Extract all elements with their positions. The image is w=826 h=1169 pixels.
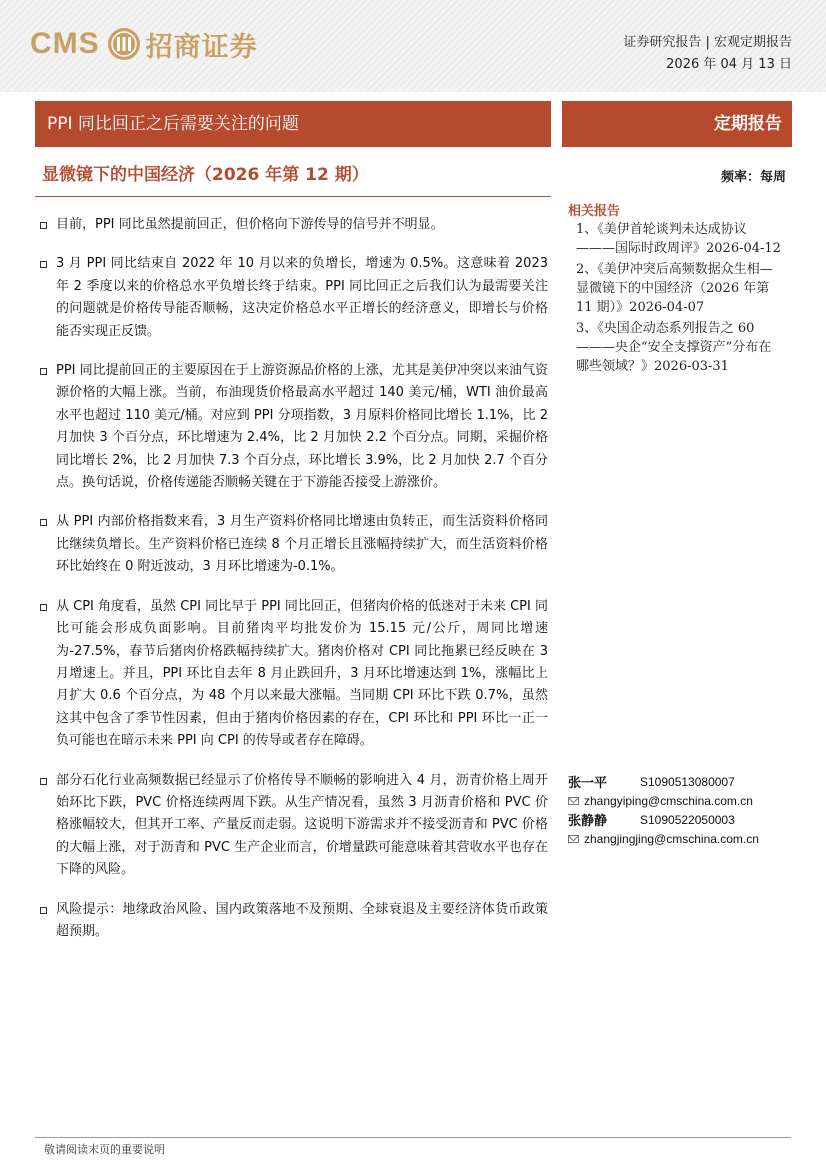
bullet-paragraph	[40, 770, 548, 882]
related-reports-list	[576, 220, 782, 378]
bullet-text: 部分石化行业高频数据已经显示了价格传导不顺畅的影响进入 4 月，沥青价格上周开始环比下跌，PVC 价格连续两周下跌。从生产情况看，虽然 3 月沥青价格和 PVC 价格涨幅较大，但其开工率、产量反而走弱。这说明下游需求并不接受沥青和 PVC 价格的大幅上涨，对于沥青和 PVC 生产企业而言，价增量跌可能意味着其营收水平也存在下降的风险。	[56, 772, 548, 878]
bullet-paragraph	[40, 360, 548, 494]
report-category: 证券研究报告 | 宏观定期报告	[623, 35, 792, 50]
analyst-email-row[interactable]	[568, 791, 788, 810]
bullet-square-icon	[40, 368, 47, 375]
analyst-license: S1090522050003	[640, 812, 735, 827]
logo-emblem-icon	[106, 26, 142, 62]
bullet-text: 从 CPI 角度看，虽然 CPI 同比早于 PPI 同比回正，但猪肉价格的低迷对于未来 CPI 同比可能会形成负面影响。目前猪肉平均批发价为 15.15 元/公斤，周同比增速为-27.5%，春节后猪肉价格跌幅持续扩大。猪肉价格对 CPI 同比拖累已经反映在 3 月增速上。并且，PPI 环比自去年 8 月止跌回升，3 月环比增速达到 1%，涨幅比上月扩大 0.6 个百分点，为 48 个月以来最大涨幅。当同期 CPI 环比下跌 0.7%，虽然这其中包含了季节性因素，但由于猪肉价格因素的存在，CPI 环比和 PPI 环比一正一负可能也在暗示未来 PPI 向 CPI 的传导或者存在障碍。	[56, 598, 548, 749]
analyst-name: 张一平	[568, 776, 608, 791]
bullet-square-icon	[40, 519, 47, 526]
bullet-paragraph	[40, 899, 548, 944]
bullet-paragraph	[40, 596, 548, 753]
report-type-label: 定期报告	[562, 101, 792, 147]
bullet-text: 风险提示：地缘政治风险、国内政策落地不及预期、全球衰退及主要经济体货币政策超预期。	[56, 901, 548, 939]
footer-divider	[35, 1137, 791, 1138]
bullet-text: 从 PPI 内部价格指数来看，3 月生产资料价格同比增速由负转正，而生活资料价格同比继续负增长。生产资料价格已连续 8 个月正增长且涨幅持续扩大，而生活资料价格环比始终在 0 附近波动，3 月环比增速为-0.1%。	[56, 514, 548, 575]
bullet-square-icon	[40, 261, 47, 268]
analyst-license: S1090513080007	[640, 774, 735, 789]
related-report-link[interactable]: 2、《美伊冲突后高频数据众生相—显微镜下的中国经济（2026 年第 11 期）》2026-04-07	[576, 262, 773, 315]
bullet-text: 3 月 PPI 同比结束自 2022 年 10 月以来的负增长，增速为 0.5%。这意味着 2023 年 2 季度以来的价格总水平负增长终于结束。PPI 同比回正之后我们认为最需要关注的问题就是价格传导能否顺畅，这决定价格总水平正增长的经济意义，即增长与价格能否实现正反馈。	[56, 256, 548, 339]
subtitle-divider	[35, 196, 551, 197]
report-date: 2026 年 04 月 13 日	[666, 57, 792, 72]
bullet-square-icon	[40, 604, 47, 611]
report-subtitle: 显微镜下的中国经济（2026 年第 12 期）	[42, 165, 369, 185]
bullet-square-icon	[40, 778, 47, 785]
analyst-info	[568, 772, 788, 848]
bullet-text: 目前，PPI 同比虽然提前回正，但价格向下游传导的信号并不明显。	[56, 217, 444, 232]
header-meta	[623, 32, 792, 76]
logo-chinese-name: 招商证券	[145, 31, 258, 63]
analyst-email[interactable]: zhangjingjing@cmschina.com.cn	[584, 831, 759, 846]
page-header	[0, 0, 826, 92]
analyst-name: 张静静	[568, 814, 608, 829]
report-title: PPI 同比回正之后需要关注的问题	[35, 101, 551, 147]
bullet-square-icon	[40, 222, 47, 229]
related-report-link[interactable]: 1、《美伊首轮谈判未达成协议———国际时政周评》2026-04-12	[576, 222, 781, 256]
report-frequency: 频率：每周	[720, 170, 786, 185]
bullet-paragraph	[40, 253, 548, 343]
bullet-square-icon	[40, 907, 47, 914]
mail-icon	[568, 797, 579, 805]
analyst-email[interactable]: zhangyiping@cmschina.com.cn	[584, 793, 753, 808]
analyst-row	[568, 810, 788, 829]
logo-text: CMS	[30, 27, 100, 60]
bullet-paragraph	[40, 214, 548, 236]
bullet-text: PPI 同比提前回正的主要原因在于上游资源品价格的上涨，尤其是美伊冲突以来油气资源价格的大幅上涨。当前，布油现货价格最高水平超过 140 美元/桶，WTI 油价最高水平也超过 110 美元/桶。对应到 PPI 分项指数，3 月原料价格同比增长 1.1%，比 2 月加快 3 个百分点，环比增速为 2.4%，比 2 月加快 2.2 个百分点。同期，采掘价格同比增长 2%，比 2 月加快 7.3 个百分点，环比增长 3.9%，比 2 月加快 2.7 个百分点。换句话说，价格传递能否顺畅关键在于下游能否接受上游涨价。	[56, 363, 548, 491]
footer-note: 敬请阅读末页的重要说明	[44, 1143, 165, 1156]
bullet-paragraph	[40, 511, 548, 578]
mail-icon	[568, 835, 579, 843]
related-reports-title: 相关报告	[568, 204, 621, 219]
analyst-row	[568, 772, 788, 791]
report-body	[40, 214, 548, 960]
related-report-link[interactable]: 3、《央国企动态系列报告之 60———央企“安全支撑资产”分布在哪些领域？》2026-03-31	[576, 321, 772, 374]
analyst-email-row[interactable]	[568, 829, 788, 848]
company-logo	[30, 22, 258, 66]
